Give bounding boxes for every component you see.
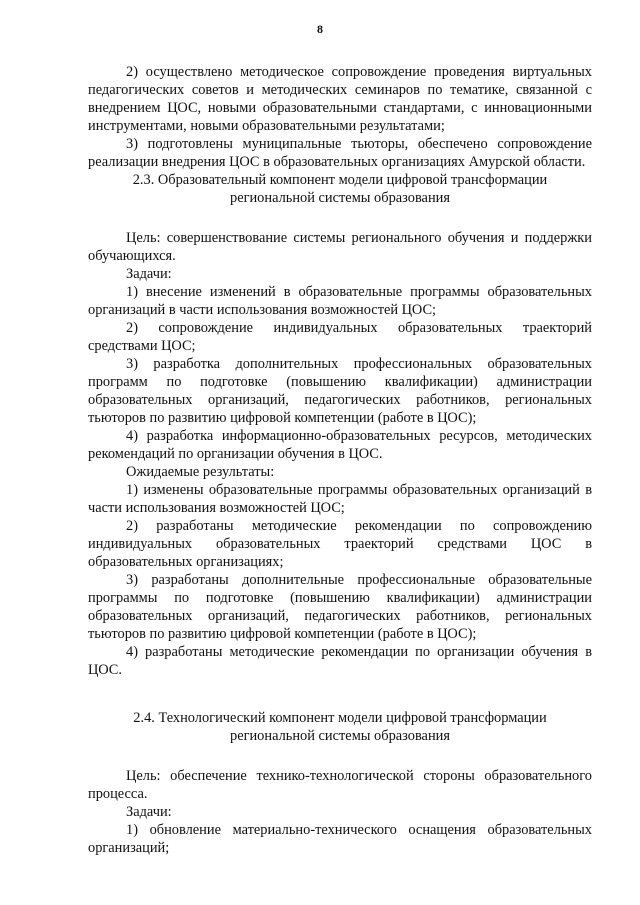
section-heading-2-4: 2.4. Технологический компонент модели цифровой трансформации региональной системы образования — [133, 710, 547, 744]
tasks-label: Задачи: — [126, 266, 172, 282]
tasks-label: Задачи: — [126, 804, 172, 820]
document-body — [88, 63, 592, 857]
task-item: 2) сопровождение индивидуальных образовательных траекторий средствами ЦОС; — [88, 320, 592, 354]
result-item: 2) разработаны методические рекомендации по сопровождению индивидуальных образовательных траекторий средствами ЦОС в образовательных организациях; — [88, 518, 592, 570]
result-item: 1) изменены образовательные программы образовательных организаций в части использования возможностей ЦОС; — [88, 482, 592, 516]
results-label: Ожидаемые результаты: — [126, 464, 275, 480]
task-item: 1) внесение изменений в образовательные программы образовательных организаций в части использования возможностей ЦОС; — [88, 284, 592, 318]
paragraph: 3) подготовлены муниципальные тьюторы, обеспечено сопровождение реализации внедрения ЦОС в образовательных организациях Амурской области. — [88, 136, 592, 170]
page-number: 8 — [317, 22, 323, 36]
goal-text: Цель: совершенствование системы регионального обучения и поддержки обучающихся. — [88, 230, 592, 264]
result-item: 3) разработаны дополнительные профессиональные образовательные программы по подготовке (повышению квалификации) администрации образовательных организаций, педагогических работников, региональных тьюторов по развитию цифровой компетенции (работе в ЦОС); — [88, 572, 592, 642]
section-heading-2-3: 2.3. Образовательный компонент модели цифровой трансформации региональной системы образования — [132, 172, 548, 206]
task-item: 4) разработка информационно-образовательных ресурсов, методических рекомендаций по организации обучения в ЦОС. — [88, 428, 592, 462]
task-item: 3) разработка дополнительных профессиональных образовательных программ по подготовке (повышению квалификации) администрации образовательных организаций, педагогических работников, региональных тьюторов по развитию цифровой компетенции (работе в ЦОС); — [88, 356, 592, 426]
goal-text: Цель: обеспечение технико-технологической стороны образовательного процесса. — [88, 768, 592, 802]
result-item: 4) разработаны методические рекомендации по организации обучения в ЦОС. — [88, 644, 592, 678]
paragraph: 2) осуществлено методическое сопровождение проведения виртуальных педагогических советов и методических семинаров по тематике, связанной с внедрением ЦОС, новыми образовательными стандартами, с инновационными инструментами, новыми образовательными результатами; — [88, 64, 592, 134]
task-item: 1) обновление материально-технического оснащения образовательных организаций; — [88, 822, 592, 856]
